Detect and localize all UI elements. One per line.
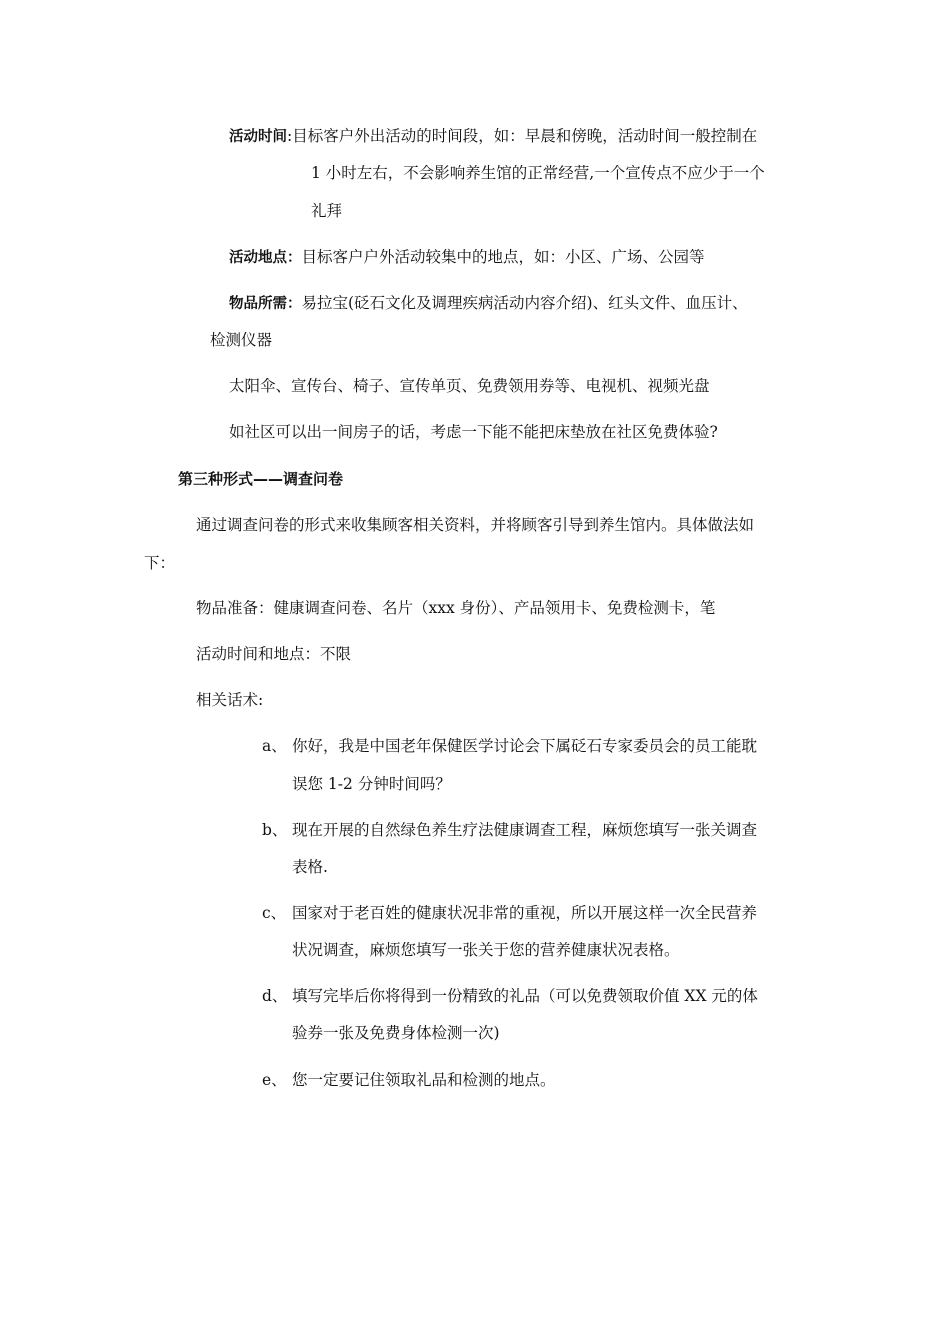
activity-items-line-1 [229,293,748,314]
list-item [262,986,758,1006]
activity-time-line-1 [229,126,757,147]
activity-time-label: 活动时间 [229,129,287,145]
list-item-text: 现在开展的自然绿色养生疗法健康调查工程，麻烦您填写一张关调查 [292,821,758,839]
list-item-continuation: 表格. [292,858,328,876]
activity-time-line-3: 礼拜 [311,202,343,220]
intro-line-1: 通过调查问卷的形式来收集顾客相关资料，并将顾客引导到养生馆内。具体做法如 [196,516,755,534]
list-item-text: 你好，我是中国老年保健医学讨论会下属砭石专家委员会的员工能耽 [292,737,758,755]
list-item [262,820,757,840]
intro-line-2: 下： [144,554,176,572]
list-marker: a、 [262,737,287,755]
activity-items-line-3: 太阳伞、宣传台、椅子、宣传单页、免费领用券等、电视机、视频光盘 [229,377,710,395]
materials-line: 物品准备：健康调查问卷、名片（xxx 身份）、产品领用卡、免费检测卡，笔 [196,599,716,617]
activity-place-line [229,247,705,268]
list-item-text: 国家对于老百姓的健康状况非常的重视，所以开展这样一次全民营养 [292,904,758,922]
list-marker: b、 [262,821,288,839]
list-marker: d、 [262,987,288,1005]
activity-time-text: :目标客户外出活动的时间段，如：早晨和傍晚，活动时间一般控制在 [287,127,758,145]
script-label: 相关话术: [196,691,264,709]
activity-place-text: 目标客户户外活动较集中的地点，如：小区、广场、公园等 [301,248,705,266]
list-item [262,736,757,756]
community-note: 如社区可以出一间房子的话，考虑一下能不能把床垫放在社区免费体验? [229,423,718,441]
list-marker: e、 [262,1071,287,1089]
time-place-line: 活动时间和地点：不限 [196,645,352,663]
list-item-continuation: 误您 1-2 分钟时间吗？ [292,775,451,793]
activity-items-label: 物品所需： [229,296,302,312]
activity-items-text: 易拉宝(砭石文化及调理疾病活动内容介绍)、红头文件、血压计、 [301,294,748,312]
activity-place-label: 活动地点： [229,250,302,266]
list-marker: c、 [262,904,287,922]
activity-time-line-2: 1 小时左右，不会影响养生馆的正常经营,一个宣传点不应少于一个 [311,164,765,182]
list-item-text: 填写完毕后你将得到一份精致的礼品（可以免费领取价值 XX 元的体 [292,987,758,1005]
activity-items-line-2: 检测仪器 [210,331,273,349]
section-heading: 第三种形式——调查问卷 [178,470,344,488]
list-item-text: 您一定要记住领取礼品和检测的地点。 [292,1071,556,1089]
list-item [262,1070,556,1090]
list-item [262,903,757,923]
list-item-continuation: 验券一张及免费身体检测一次) [292,1024,500,1042]
list-item-continuation: 状况调查，麻烦您填写一张关于您的营养健康状况表格。 [292,941,680,959]
